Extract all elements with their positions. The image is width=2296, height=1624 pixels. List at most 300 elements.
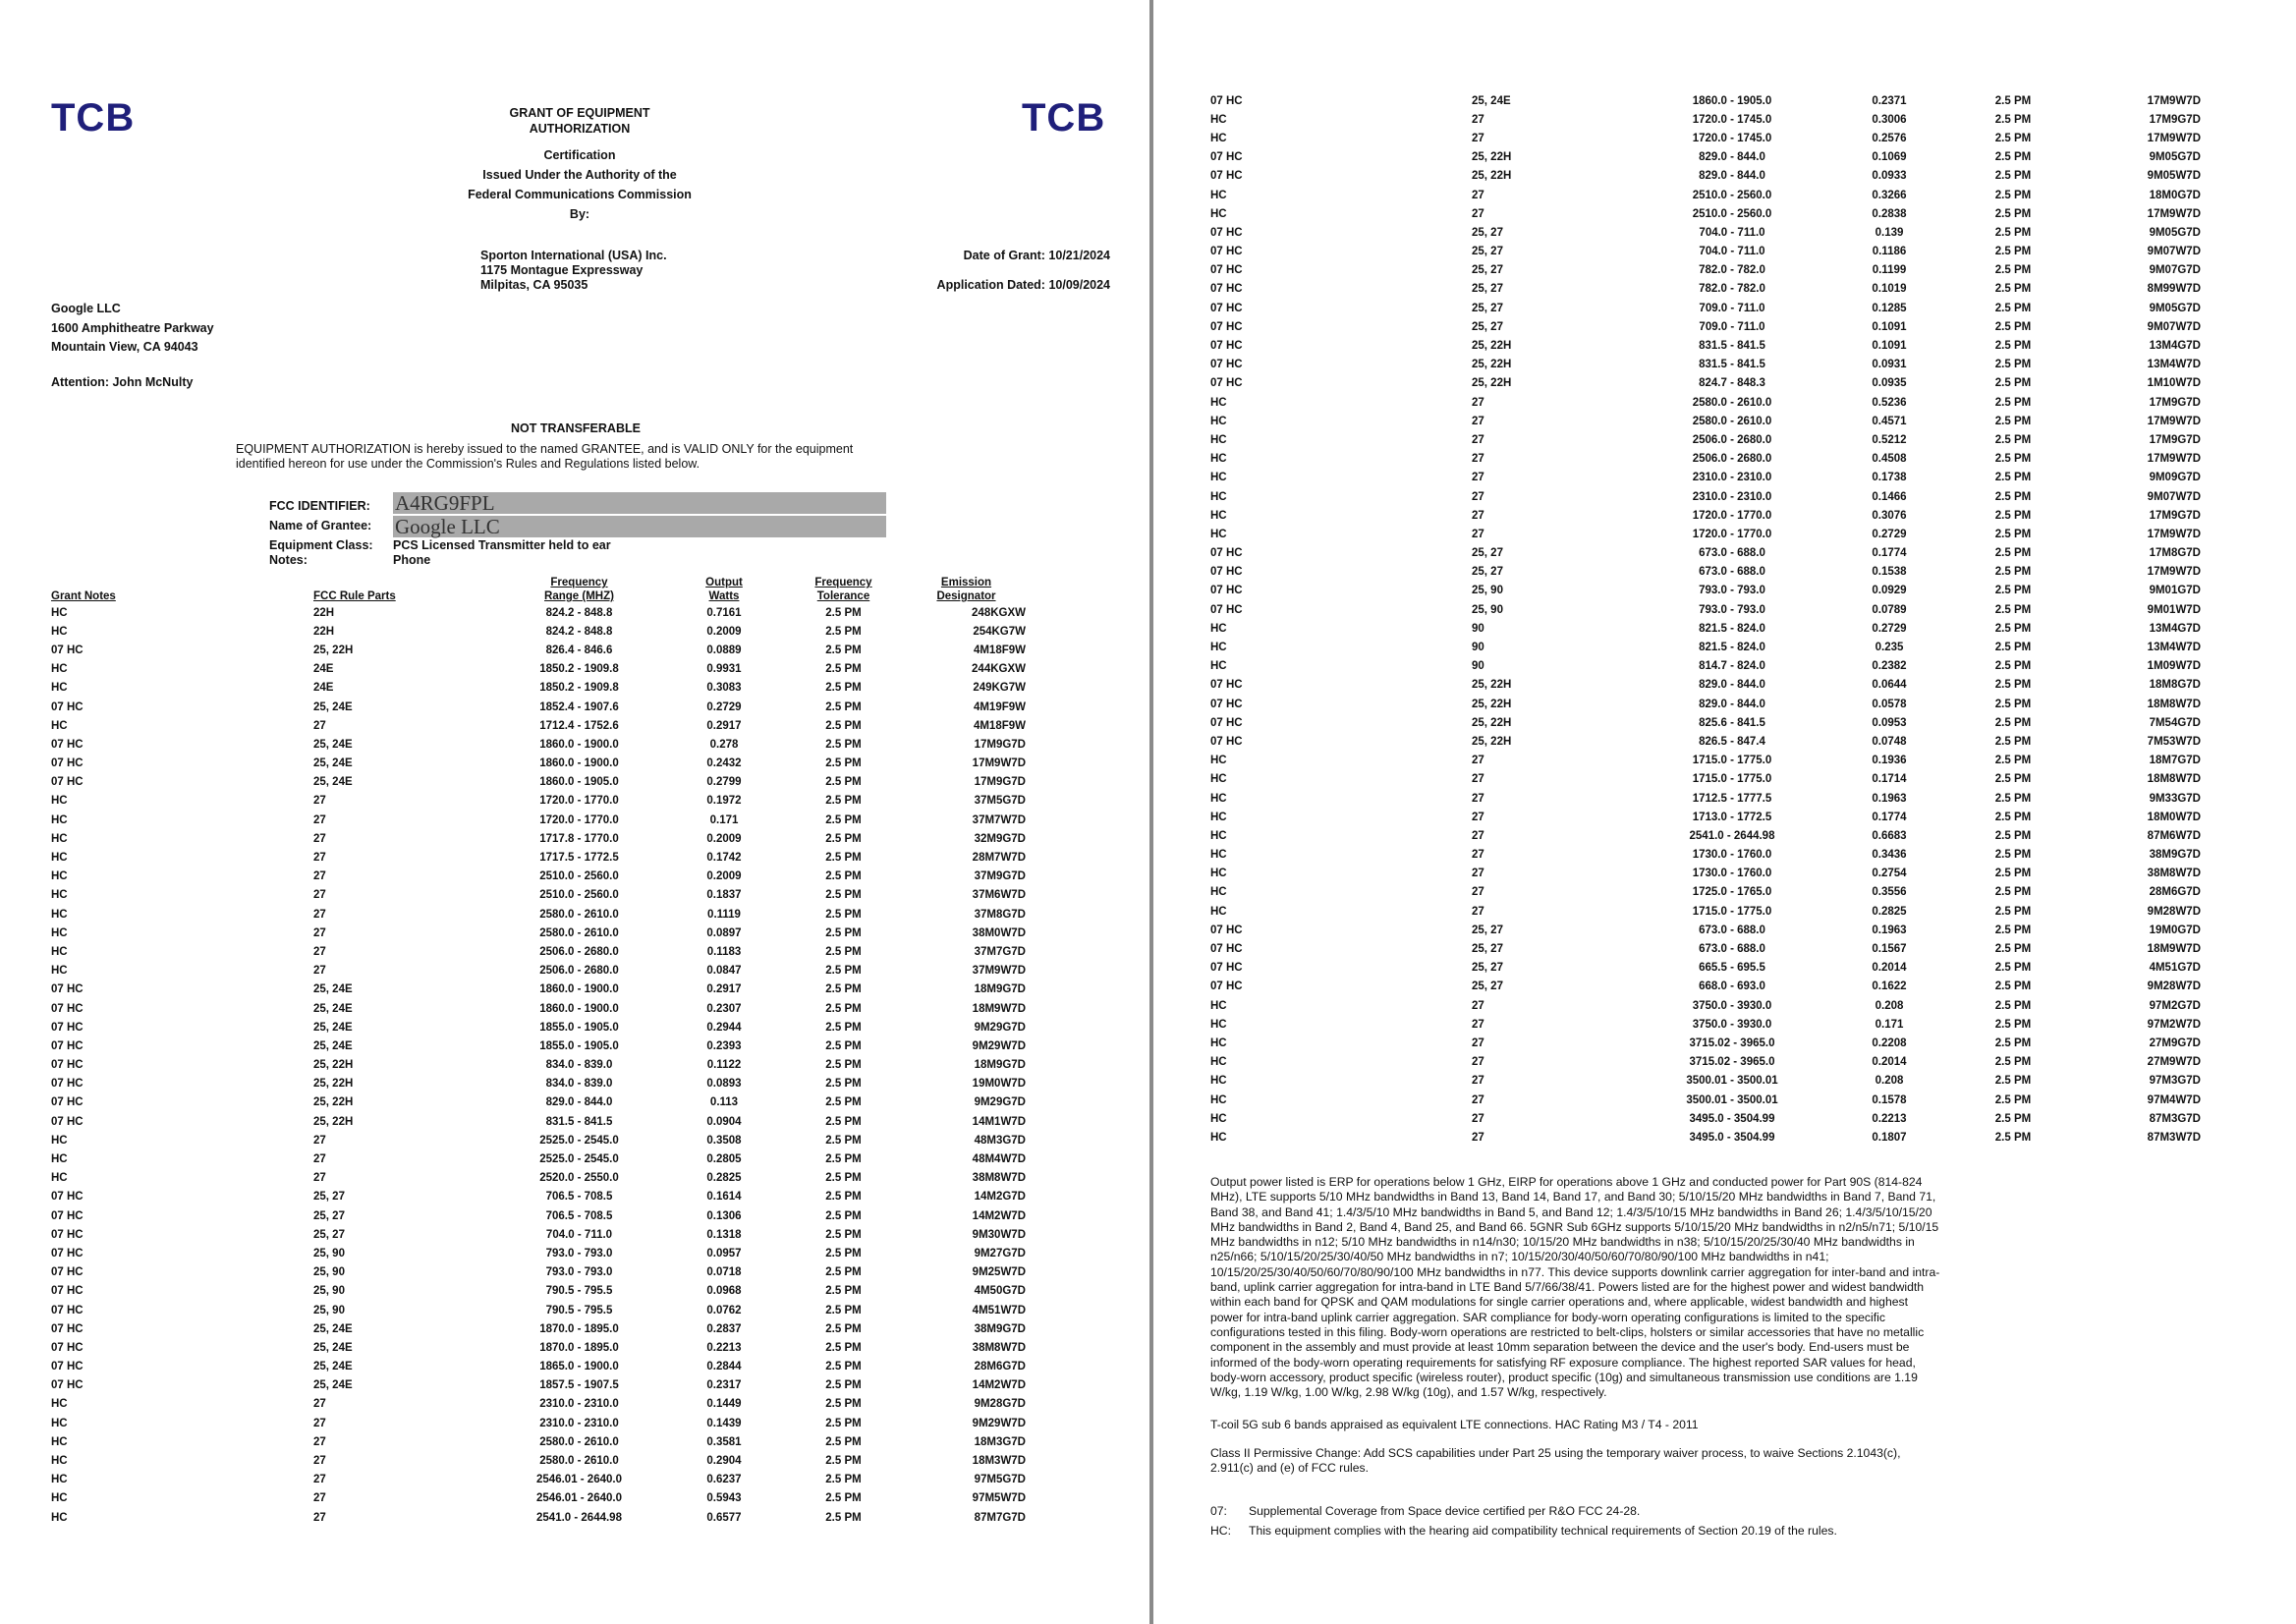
rule-parts-cell: 27 [313, 965, 326, 978]
table-row [51, 1056, 1026, 1075]
rule-parts-cell: 27 [1472, 490, 1484, 503]
frequency-range-cell: 782.0 - 782.0 [1699, 283, 1765, 296]
output-watts-cell: 0.139 [1875, 226, 1904, 239]
rule-parts-cell: 90 [1472, 642, 1484, 654]
col-output-watts: Output Watts [705, 577, 743, 602]
frequency-range-cell: 1870.0 - 1895.0 [539, 1341, 619, 1354]
tcoil-note: T-coil 5G sub 6 bands appraised as equivalent LTE connections. HAC Rating M3 / T4 - 2011 [1210, 1418, 1699, 1431]
grant-note-cell: HC [51, 1153, 68, 1166]
frequency-range-cell: 1857.5 - 1907.5 [539, 1379, 619, 1392]
emission-designator-cell: 17M9G7D [2149, 509, 2201, 522]
table-row [1210, 846, 2201, 865]
rule-parts-cell: 25, 90 [313, 1304, 345, 1316]
frequency-range-cell: 706.5 - 708.5 [545, 1191, 613, 1204]
table-row [1210, 487, 2201, 506]
table-row [51, 773, 1026, 792]
grant-note-cell: HC [51, 908, 68, 921]
table-row [1210, 317, 2201, 336]
emission-designator-cell: 1M10W7D [2147, 377, 2201, 390]
output-watts-cell: 0.1963 [1872, 924, 1907, 936]
emission-designator-cell: 18M9W7D [972, 1002, 1026, 1015]
rule-parts-cell: 27 [313, 1435, 326, 1448]
grant-note-cell: HC [1210, 453, 1227, 466]
tolerance-cell: 2.5 PM [1994, 359, 2032, 371]
rule-parts-cell: 25, 27 [1472, 943, 1503, 956]
output-watts-cell: 0.0935 [1872, 377, 1907, 390]
output-watts-cell: 0.1199 [1872, 264, 1907, 277]
grant-note-cell: 07 HC [1210, 302, 1243, 314]
table-row [1210, 393, 2201, 412]
tolerance-cell: 2.5 PM [825, 700, 862, 713]
grant-note-cell: 07 HC [51, 644, 84, 656]
power-note: Output power listed is ERP for operations below 1 GHz, EIRP for operations above 1 GHz and conducted power for Part 90S (814-824 MHz), LTE supports 5/10 MHz bandwidths in Band 13, Band 14, Band 17, and Band 30; 5/10/15/20 MHz bandwidths in Band 7, Band 71, Band 38, and Band 41; 1.4/3/5/10 MHz bandwidths in Band 5, and Band 12; 1.4/3/5/10/15 MHz bandwidths in Band 26; 1.4/3/5/10/15/20 MHz bandwidths in Band 2, Band 4, Band 25, and Band 66. 5GNR Sub 6GHz supports 5/10/15/20 MHz bandwidths in n2/n5/n71; 5/10/15 MHz bandwidths in n12; 5/10 MHz bandwidths in n14/n30; 10/15/20 MHz bandwidths in n38; 5/10/15/20/25/30/40 MHz bandwidths in n25/n66; 5/10/15/20/25/30/40/50 MHz bandwidths in n7; 10/15/20/30/40/50/60/70/80/90/100 MHz bandwidths in n41; 10/15/20/25/30/40/50/60/70/80/90/100 MHz bandwidths in n77. This device supports downlink carrier aggregation for inter-band and intra-band, uplink carrier aggregation for intra-band in LTE Band 5/7/66/38/41. Powers listed are for the highest power and widest bandwidth within each band for QPSK and QAM modulations for single carrier operations and, where applicable, widest bandwidth and highest power for intra-band uplink carrier aggregation. SAR compliance for body-worn operating configurations is limited to the specific configurations tested in this filing. Body-worn operations are restricted to belt-clips, holsters or similar accessories that have no metallic component in the assembly and must provide at least 10mm separation between the device and the user's body. End-users must be informed of the body-worn operating requirements for satisfying RF exposure compliance. The highest reported SAR values for head, body-worn accessory, product specific (wireless router), product specific (10g) and simultaneous transmission use conditions are 1.19 W/kg, 1.19 W/kg, 1.00 W/kg, 2.98 W/kg (10g), and 1.57 W/kg, respectively. [1210, 1175, 1940, 1400]
table-row [51, 1432, 1026, 1451]
frequency-range-cell: 2546.01 - 2640.0 [536, 1492, 622, 1505]
rule-parts-cell: 25, 22H [1472, 340, 1512, 353]
frequency-range-cell: 3500.01 - 3500.01 [1686, 1075, 1778, 1088]
frequency-range-cell: 821.5 - 824.0 [1699, 642, 1765, 654]
rule-parts-cell: 22H [313, 606, 335, 619]
frequency-range-cell: 2580.0 - 2610.0 [1692, 415, 1772, 427]
certification-block [413, 145, 747, 224]
tolerance-cell: 2.5 PM [1994, 264, 2032, 277]
issuer-address1: 1175 Montague Expressway [480, 263, 644, 277]
tolerance-cell: 2.5 PM [1994, 603, 2032, 616]
emission-designator-cell: 37M6W7D [972, 889, 1026, 902]
tolerance-cell: 2.5 PM [825, 663, 862, 676]
table-row [51, 1075, 1026, 1093]
table-row [51, 1414, 1026, 1432]
tolerance-cell: 2.5 PM [825, 852, 862, 865]
rule-parts-cell: 27 [1472, 189, 1484, 201]
grant-note-cell: HC [1210, 660, 1227, 673]
grant-note-cell: HC [1210, 868, 1227, 880]
rule-parts-cell: 25, 24E [313, 1322, 353, 1335]
frequency-range-cell: 668.0 - 693.0 [1699, 980, 1765, 993]
output-watts-cell: 0.5943 [706, 1492, 742, 1505]
grant-note-cell: HC [1210, 528, 1227, 540]
notes-value: Phone [393, 553, 431, 567]
table-row [1210, 563, 2201, 582]
tcb-logo-left: TCB [51, 96, 136, 140]
tolerance-cell: 2.5 PM [825, 1474, 862, 1486]
emission-designator-cell: 254KG7W [973, 625, 1026, 638]
grant-note-cell: HC [1210, 1056, 1227, 1069]
note-07-text: Supplemental Coverage from Space device certified per R&O FCC 24-28. [1249, 1504, 1641, 1518]
rule-parts-cell: 27 [1472, 755, 1484, 767]
table-row [1210, 959, 2201, 978]
frequency-range-cell: 2580.0 - 2610.0 [539, 926, 619, 939]
tolerance-cell: 2.5 PM [1994, 622, 2032, 635]
tolerance-cell: 2.5 PM [1994, 980, 2032, 993]
table-row [1210, 91, 2201, 110]
emission-designator-cell: 14M2W7D [972, 1379, 1026, 1392]
emission-designator-cell: 38M9G7D [2149, 849, 2201, 862]
frequency-range-cell: 782.0 - 782.0 [1699, 264, 1765, 277]
rule-parts-cell: 25, 27 [313, 1228, 345, 1241]
frequency-range-cell: 793.0 - 793.0 [1699, 603, 1765, 616]
grant-note-cell: 07 HC [51, 700, 84, 713]
grant-note-cell: 07 HC [1210, 924, 1243, 936]
output-watts-cell: 0.1614 [706, 1191, 742, 1204]
grant-note-cell: 07 HC [1210, 716, 1243, 729]
emission-designator-cell: 87M6W7D [2147, 829, 2201, 842]
output-watts-cell: 0.0931 [1872, 359, 1907, 371]
frequency-range-cell: 2510.0 - 2560.0 [1692, 207, 1772, 220]
emission-designator-cell: 18M8W7D [2147, 773, 2201, 786]
output-watts-cell: 0.3006 [1872, 113, 1907, 126]
table-row [51, 641, 1026, 659]
frequency-range-cell: 814.7 - 824.0 [1699, 660, 1765, 673]
emission-designator-cell: 27M9G7D [2149, 1036, 2201, 1049]
tolerance-cell: 2.5 PM [825, 813, 862, 826]
grant-note-cell: 07 HC [51, 1266, 84, 1279]
rule-parts-cell: 25, 22H [1472, 735, 1512, 748]
grant-note-cell: HC [1210, 415, 1227, 427]
grant-note-cell: 07 HC [1210, 359, 1243, 371]
emission-designator-cell: 17M9G7D [974, 776, 1026, 789]
rule-parts-cell: 27 [1472, 829, 1484, 842]
tolerance-cell: 2.5 PM [1994, 1131, 2032, 1144]
frequency-range-cell: 1870.0 - 1895.0 [539, 1322, 619, 1335]
output-watts-cell: 0.208 [1875, 999, 1904, 1012]
output-watts-cell: 0.2825 [1872, 905, 1907, 918]
output-watts-cell: 0.171 [709, 813, 739, 826]
output-watts-cell: 0.2844 [706, 1361, 742, 1373]
grant-note-cell: 07 HC [1210, 264, 1243, 277]
grant-note-cell: HC [1210, 773, 1227, 786]
rule-parts-cell: 27 [313, 1417, 326, 1429]
output-watts-cell: 0.2382 [1872, 660, 1907, 673]
grant-note-cell: HC [51, 1417, 68, 1429]
frequency-range-cell: 821.5 - 824.0 [1699, 622, 1765, 635]
output-watts-cell: 0.2729 [706, 700, 742, 713]
output-watts-cell: 0.3436 [1872, 849, 1907, 862]
table-row [51, 660, 1026, 679]
table-row [51, 886, 1026, 905]
output-watts-cell: 0.1019 [1872, 283, 1907, 296]
frequency-range-cell: 1725.0 - 1765.0 [1692, 886, 1772, 899]
output-watts-cell: 0.1439 [706, 1417, 742, 1429]
tolerance-cell: 2.5 PM [825, 1191, 862, 1204]
table-row [51, 924, 1026, 942]
emission-designator-cell: 18M3W7D [972, 1455, 1026, 1468]
grant-note-cell: HC [1210, 905, 1227, 918]
rule-parts-cell: 25, 27 [313, 1191, 345, 1204]
table-row [51, 942, 1026, 961]
output-watts-cell: 0.2917 [706, 719, 742, 732]
grant-note-cell: 07 HC [51, 1191, 84, 1204]
emission-designator-cell: 7M53W7D [2147, 735, 2201, 748]
tolerance-cell: 2.5 PM [1994, 189, 2032, 201]
frequency-range-cell: 1720.0 - 1770.0 [1692, 509, 1772, 522]
output-watts-cell: 0.1183 [706, 945, 742, 958]
output-watts-cell: 0.3083 [706, 682, 742, 695]
emission-designator-cell: 38M9G7D [974, 1322, 1026, 1335]
frequency-range-cell: 831.5 - 841.5 [1699, 340, 1765, 353]
frequency-range-cell: 826.5 - 847.4 [1699, 735, 1765, 748]
tolerance-cell: 2.5 PM [1994, 283, 2032, 296]
rule-parts-cell: 25, 22H [1472, 151, 1512, 164]
table-row [1210, 223, 2201, 242]
frequency-range-cell: 2580.0 - 2610.0 [539, 908, 619, 921]
frequency-range-cell: 793.0 - 793.0 [545, 1247, 613, 1260]
output-watts-cell: 0.2307 [706, 1002, 742, 1015]
grant-note-cell: 07 HC [51, 1341, 84, 1354]
frequency-range-cell: 1720.0 - 1770.0 [539, 813, 619, 826]
table-row [51, 679, 1026, 698]
tolerance-cell: 2.5 PM [825, 889, 862, 902]
tolerance-cell: 2.5 PM [825, 1153, 862, 1166]
frequency-range-cell: 826.4 - 846.6 [545, 644, 613, 656]
tolerance-cell: 2.5 PM [825, 757, 862, 770]
output-watts-cell: 0.2838 [1872, 207, 1907, 220]
note-07-key: 07: [1210, 1504, 1227, 1518]
rule-parts-cell: 27 [1472, 905, 1484, 918]
frequency-range-cell: 831.5 - 841.5 [545, 1115, 613, 1128]
tolerance-cell: 2.5 PM [825, 908, 862, 921]
not-transferable-heading: NOT TRANSFERABLE [511, 421, 641, 435]
grant-note-cell: 07 HC [51, 1115, 84, 1128]
rule-parts-cell: 27 [1472, 1036, 1484, 1049]
emission-designator-cell: 9M01G7D [2149, 585, 2201, 597]
output-watts-cell: 0.2371 [1872, 94, 1907, 107]
class2-note: Class II Permissive Change: Add SCS capabilities under Part 25 using the temporary waiver process, to waive Sections 2.1043(c), 2.911(c) and (e) of FCC rules. [1210, 1446, 1901, 1476]
emission-designator-cell: 7M54G7D [2149, 716, 2201, 729]
rule-parts-cell: 25, 27 [1472, 226, 1503, 239]
grant-title-line1: GRANT OF EQUIPMENT [509, 106, 650, 120]
table-row [1210, 713, 2201, 732]
table-row [1210, 412, 2201, 430]
frequency-range-cell: 1850.2 - 1909.8 [539, 663, 619, 676]
grantee-address2: Mountain View, CA 94043 [51, 340, 198, 354]
emission-designator-cell: 13M4G7D [2149, 622, 2201, 635]
output-watts-cell: 0.3508 [706, 1134, 742, 1147]
frequency-range-cell: 2541.0 - 2644.98 [536, 1511, 622, 1524]
frequency-range-cell: 2541.0 - 2644.98 [1689, 829, 1775, 842]
grant-note-cell: 07 HC [1210, 226, 1243, 239]
emission-designator-cell: 17M9W7D [972, 757, 1026, 770]
tolerance-cell: 2.5 PM [1994, 868, 2032, 880]
frequency-range-cell: 1715.0 - 1775.0 [1692, 905, 1772, 918]
table-row [51, 868, 1026, 886]
grant-note-cell: HC [51, 719, 68, 732]
emission-designator-cell: 9M28W7D [2147, 980, 2201, 993]
frequency-range-cell: 1730.0 - 1760.0 [1692, 868, 1772, 880]
fcc-id-value: A4RG9FPL [393, 492, 886, 514]
table-row [1210, 865, 2201, 883]
tolerance-cell: 2.5 PM [1994, 999, 2032, 1012]
table-row [1210, 1072, 2201, 1091]
frequency-range-cell: 1860.0 - 1900.0 [539, 1002, 619, 1015]
tolerance-cell: 2.5 PM [1994, 320, 2032, 333]
grant-note-cell: HC [1210, 1093, 1227, 1106]
output-watts-cell: 0.2009 [706, 870, 742, 883]
frequency-range-cell: 3500.01 - 3500.01 [1686, 1093, 1778, 1106]
frequency-range-cell: 2310.0 - 2310.0 [539, 1417, 619, 1429]
rule-parts-cell: 27 [1472, 1112, 1484, 1125]
output-watts-cell: 0.0718 [706, 1266, 742, 1279]
table-row [1210, 1053, 2201, 1072]
output-watts-cell: 0.2576 [1872, 132, 1907, 144]
tolerance-cell: 2.5 PM [1994, 547, 2032, 560]
table-row [51, 1358, 1026, 1376]
frequency-range-cell: 824.2 - 848.8 [545, 625, 613, 638]
table-row [51, 1263, 1026, 1282]
frequency-range-cell: 1720.0 - 1745.0 [1692, 132, 1772, 144]
rule-parts-cell: 22H [313, 625, 335, 638]
table-row [51, 829, 1026, 848]
tolerance-cell: 2.5 PM [825, 795, 862, 808]
rule-parts-cell: 27 [1472, 811, 1484, 823]
tolerance-cell: 2.5 PM [1994, 660, 2032, 673]
rule-parts-cell: 25, 24E [313, 776, 353, 789]
emission-designator-cell: 1M09W7D [2147, 660, 2201, 673]
grants-rows-right [1210, 91, 2201, 1148]
rule-parts-cell: 27 [313, 795, 326, 808]
emission-designator-cell: 97M5W7D [972, 1492, 1026, 1505]
emission-designator-cell: 18M3G7D [974, 1435, 1026, 1448]
notes-label: Notes: [269, 553, 308, 567]
table-row [1210, 110, 2201, 129]
grant-note-cell: HC [51, 625, 68, 638]
table-row [51, 1301, 1026, 1319]
grant-note-cell: HC [1210, 999, 1227, 1012]
grant-note-cell: HC [51, 663, 68, 676]
table-row [1210, 204, 2201, 223]
tolerance-cell: 2.5 PM [825, 1002, 862, 1015]
tolerance-cell: 2.5 PM [825, 1172, 862, 1185]
grant-note-cell: 07 HC [1210, 735, 1243, 748]
output-watts-cell: 0.1069 [1872, 151, 1907, 164]
tolerance-cell: 2.5 PM [1994, 735, 2032, 748]
frequency-range-cell: 1855.0 - 1905.0 [539, 1021, 619, 1034]
rule-parts-cell: 25, 22H [1472, 698, 1512, 710]
output-watts-cell: 0.6577 [706, 1511, 742, 1524]
output-watts-cell: 0.2213 [1872, 1112, 1907, 1125]
grant-note-cell: HC [51, 1134, 68, 1147]
emission-designator-cell: 38M8W7D [972, 1172, 1026, 1185]
output-watts-cell: 0.1567 [1872, 943, 1907, 956]
output-watts-cell: 0.1306 [706, 1209, 742, 1222]
fcc-id-value-box [393, 492, 886, 537]
grant-note-cell: HC [51, 1511, 68, 1524]
emission-designator-cell: 9M33G7D [2149, 792, 2201, 805]
emission-designator-cell: 18M9G7D [974, 983, 1026, 996]
tolerance-cell: 2.5 PM [825, 1209, 862, 1222]
frequency-range-cell: 1860.0 - 1905.0 [539, 776, 619, 789]
output-watts-cell: 0.1714 [1872, 773, 1907, 786]
note-hc-text: This equipment complies with the hearing aid compatibility technical requirements of Section 20.19 of the rules. [1249, 1524, 1837, 1538]
rule-parts-cell: 25, 24E [313, 1021, 353, 1034]
frequency-range-cell: 2310.0 - 2310.0 [1692, 490, 1772, 503]
emission-designator-cell: 38M0W7D [972, 926, 1026, 939]
table-row [51, 1376, 1026, 1395]
rule-parts-cell: 27 [313, 908, 326, 921]
rule-parts-cell: 27 [1472, 396, 1484, 409]
tolerance-cell: 2.5 PM [1994, 207, 2032, 220]
table-row [1210, 939, 2201, 958]
grant-note-cell: HC [51, 1492, 68, 1505]
tolerance-cell: 2.5 PM [825, 965, 862, 978]
rule-parts-cell: 27 [1472, 132, 1484, 144]
frequency-range-cell: 829.0 - 844.0 [1699, 679, 1765, 692]
emission-designator-cell: 4M18F9W [973, 719, 1026, 732]
rule-parts-cell: 25, 22H [1472, 679, 1512, 692]
frequency-range-cell: 829.0 - 844.0 [1699, 170, 1765, 183]
frequency-range-cell: 2580.0 - 2610.0 [539, 1455, 619, 1468]
table-row [51, 622, 1026, 641]
table-row [1210, 469, 2201, 487]
output-watts-cell: 0.1622 [1872, 980, 1907, 993]
emission-designator-cell: 38M8W7D [2147, 868, 2201, 880]
table-row [51, 1395, 1026, 1414]
tolerance-cell: 2.5 PM [1994, 585, 2032, 597]
table-row [1210, 732, 2201, 751]
frequency-range-cell: 1860.0 - 1900.0 [539, 738, 619, 751]
tolerance-cell: 2.5 PM [825, 1021, 862, 1034]
grant-note-cell: 07 HC [51, 983, 84, 996]
tolerance-cell: 2.5 PM [1994, 905, 2032, 918]
table-row [1210, 582, 2201, 600]
frequency-range-cell: 824.7 - 848.3 [1699, 377, 1765, 390]
emission-designator-cell: 17M9G7D [2149, 433, 2201, 446]
output-watts-cell: 0.1742 [706, 852, 742, 865]
emission-designator-cell: 97M2G7D [2149, 999, 2201, 1012]
table-row [1210, 167, 2201, 186]
tolerance-cell: 2.5 PM [825, 1304, 862, 1316]
emission-designator-cell: 37M7W7D [972, 813, 1026, 826]
rule-parts-cell: 25, 90 [313, 1285, 345, 1298]
output-watts-cell: 0.1466 [1872, 490, 1907, 503]
rule-parts-cell: 27 [313, 945, 326, 958]
frequency-range-cell: 3715.02 - 3965.0 [1689, 1056, 1775, 1069]
frequency-range-cell: 1860.0 - 1905.0 [1692, 94, 1772, 107]
rule-parts-cell: 27 [313, 1153, 326, 1166]
tolerance-cell: 2.5 PM [825, 926, 862, 939]
output-watts-cell: 0.2837 [706, 1322, 742, 1335]
table-row [51, 999, 1026, 1018]
tolerance-cell: 2.5 PM [825, 1115, 862, 1128]
tolerance-cell: 2.5 PM [1994, 433, 2032, 446]
frequency-range-cell: 793.0 - 793.0 [545, 1266, 613, 1279]
table-row [51, 980, 1026, 999]
grant-note-cell: HC [1210, 829, 1227, 842]
table-row [51, 792, 1026, 811]
table-row [1210, 902, 2201, 921]
table-row [51, 1112, 1026, 1131]
frequency-range-cell: 1720.0 - 1770.0 [539, 795, 619, 808]
table-row [1210, 1015, 2201, 1034]
grant-note-cell: HC [51, 606, 68, 619]
table-row [51, 1225, 1026, 1244]
tolerance-cell: 2.5 PM [825, 1247, 862, 1260]
rule-parts-cell: 25, 90 [313, 1247, 345, 1260]
rule-parts-cell: 25, 22H [313, 1059, 354, 1072]
tolerance-cell: 2.5 PM [1994, 716, 2032, 729]
grant-note-cell: HC [1210, 132, 1227, 144]
output-watts-cell: 0.2729 [1872, 528, 1907, 540]
emission-designator-cell: 4M50G7D [974, 1285, 1026, 1298]
frequency-range-cell: 2510.0 - 2560.0 [539, 870, 619, 883]
grant-note-cell: HC [1210, 792, 1227, 805]
grant-note-cell: HC [51, 682, 68, 695]
grant-note-cell: 07 HC [1210, 547, 1243, 560]
grant-note-cell: HC [51, 852, 68, 865]
tolerance-cell: 2.5 PM [1994, 943, 2032, 956]
rule-parts-cell: 27 [313, 1172, 326, 1185]
tolerance-cell: 2.5 PM [825, 1417, 862, 1429]
